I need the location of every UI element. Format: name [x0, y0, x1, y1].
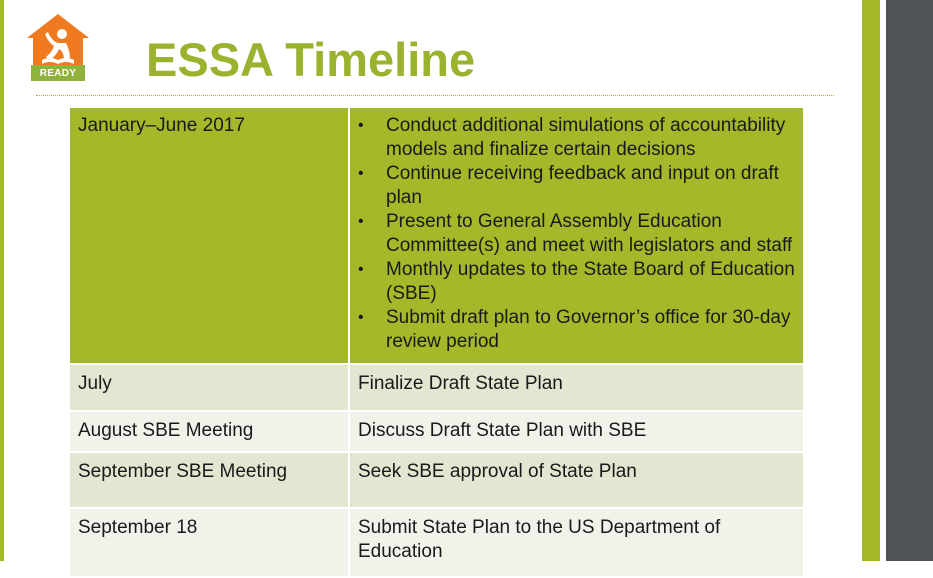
activity-list [358, 114, 795, 354]
activity-cell [349, 107, 804, 364]
period-cell: September 18 [69, 508, 349, 577]
list-item: • Present to General Assembly Education Committee(s) and meet with legislators and staff [358, 210, 795, 258]
table-row [69, 452, 804, 508]
timeline-table [68, 106, 805, 578]
left-accent-bar [0, 0, 4, 561]
list-item: • Conduct additional simulations of accountability models and finalize certain decisions [358, 114, 795, 162]
title-divider [36, 95, 834, 96]
table-row [69, 364, 804, 411]
logo-text: READY [39, 68, 77, 79]
period-cell: August SBE Meeting [69, 411, 349, 452]
right-accent-bar [862, 0, 880, 561]
table-row [69, 107, 804, 364]
period-cell: July [69, 364, 349, 411]
activity-cell: Discuss Draft State Plan with SBE [349, 411, 804, 452]
activity-cell: Finalize Draft State Plan [349, 364, 804, 411]
table-row [69, 411, 804, 452]
list-item: • Continue receiving feedback and input on draft plan [358, 162, 795, 210]
activity-cell: Seek SBE approval of State Plan [349, 452, 804, 508]
right-gray-panel [886, 0, 933, 561]
period-cell: January–June 2017 [69, 107, 349, 364]
list-item: • Monthly updates to the State Board of Education (SBE) [358, 258, 795, 306]
ready-logo [26, 12, 90, 82]
activity-cell: Submit State Plan to the US Department of Education [349, 508, 804, 577]
page-title: ESSA Timeline [146, 33, 476, 86]
list-item: • Submit draft plan to Governor’s office for 30-day review period [358, 306, 795, 354]
table-row [69, 508, 804, 577]
period-cell: September SBE Meeting [69, 452, 349, 508]
